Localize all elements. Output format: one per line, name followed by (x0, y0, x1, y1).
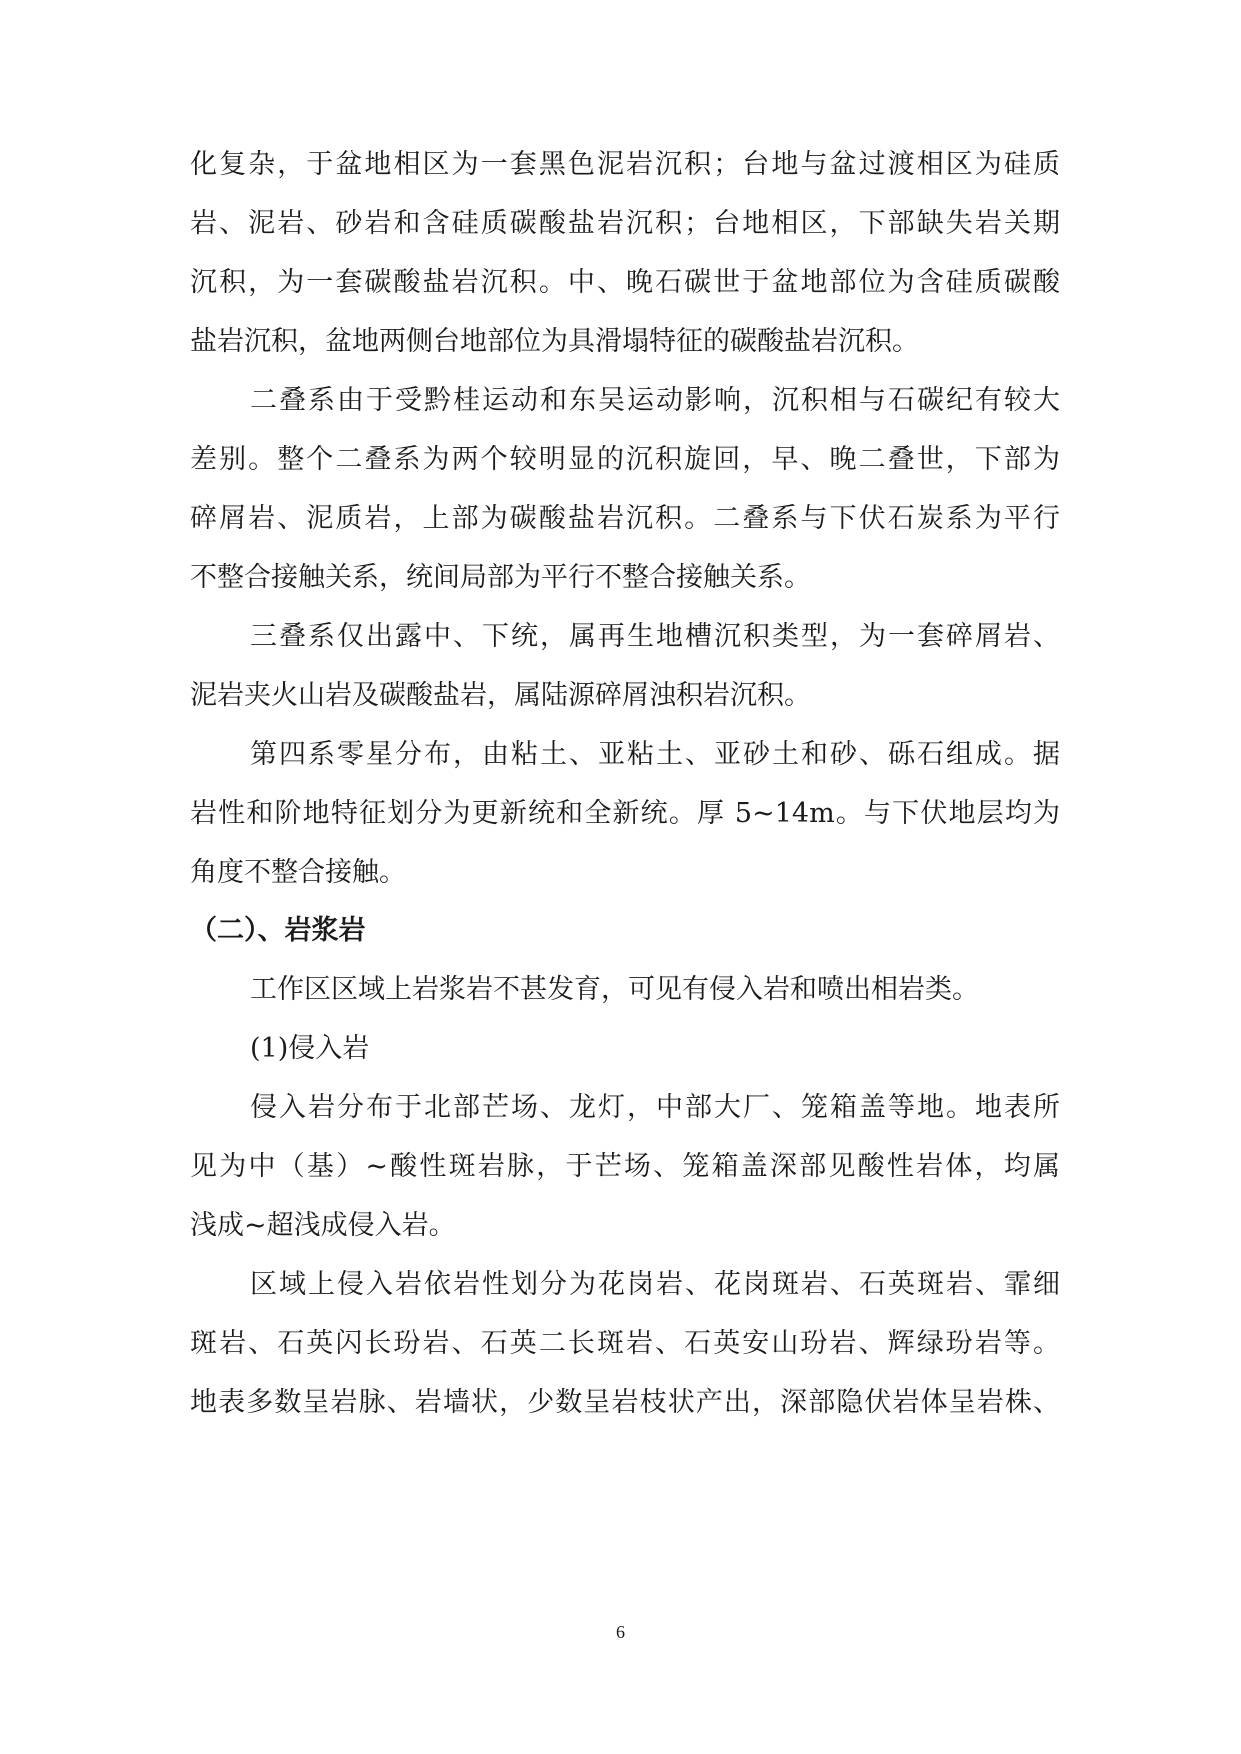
paragraph-line: 三叠系仅出露中、下统，属再生地槽沉积类型，为一套碎屑岩、 (250, 621, 1060, 652)
paragraph-line: 差别。整个二叠系为两个较明显的沉积旋回，早、晚二叠世，下部为 (190, 444, 1060, 475)
paragraph-line: 岩、泥岩、砂岩和含硅质碳酸盐岩沉积；台地相区，下部缺失岩关期 (190, 208, 1060, 239)
paragraph-line: 地表多数呈岩脉、岩墙状，少数呈岩枝状产出，深部隐伏岩体呈岩株、 (190, 1387, 1060, 1418)
paragraph-line: 第四系零星分布，由粘土、亚粘土、亚砂土和砂、砾石组成。据 (250, 739, 1060, 770)
section-heading: （二）、岩浆岩 (190, 915, 366, 946)
paragraph-line: 见为中（基）~酸性斑岩脉，于芒场、笼箱盖深部见酸性岩体，均属 (190, 1151, 1060, 1182)
paragraph-line: 浅成~超浅成侵入岩。 (190, 1210, 456, 1241)
paragraph-line: 碎屑岩、泥质岩，上部为碳酸盐岩沉积。二叠系与下伏石炭系为平行 (190, 503, 1060, 534)
paragraph-line: 盐岩沉积，盆地两侧台地部位为具滑塌特征的碳酸盐岩沉积。 (190, 326, 919, 357)
paragraph-line: 沉积，为一套碳酸盐岩沉积。中、晚石碳世于盆地部位为含硅质碳酸 (190, 267, 1060, 298)
paragraph-line: 泥岩夹火山岩及碳酸盐岩，属陆源碎屑浊积岩沉积。 (190, 680, 811, 711)
paragraph-line: 斑岩、石英闪长玢岩、石英二长斑岩、石英安山玢岩、辉绿玢岩等。 (190, 1328, 1060, 1359)
paragraph-line: 角度不整合接触。 (190, 857, 406, 888)
paragraph-line: 侵入岩分布于北部芒场、龙灯，中部大厂、笼箱盖等地。地表所 (250, 1092, 1060, 1123)
paragraph-line: 岩性和阶地特征划分为更新统和全新统。厚 5~14m。与下伏地层均为 (190, 798, 1060, 829)
paragraph-line: 二叠系由于受黔桂运动和东吴运动影响，沉积相与石碳纪有较大 (250, 385, 1060, 416)
paragraph-line: 不整合接触关系，统间局部为平行不整合接触关系。 (190, 562, 811, 593)
subsection-label: (1)侵入岩 (250, 1033, 370, 1064)
paragraph-line: 工作区区域上岩浆岩不甚发育，可见有侵入岩和喷出相岩类。 (250, 974, 979, 1005)
paragraph-line: 化复杂，于盆地相区为一套黑色泥岩沉积；台地与盆过渡相区为硅质 (190, 149, 1060, 180)
paragraph-line: 区域上侵入岩依岩性划分为花岗岩、花岗斑岩、石英斑岩、霏细 (250, 1269, 1060, 1300)
page-number: 6 (616, 1622, 625, 1642)
